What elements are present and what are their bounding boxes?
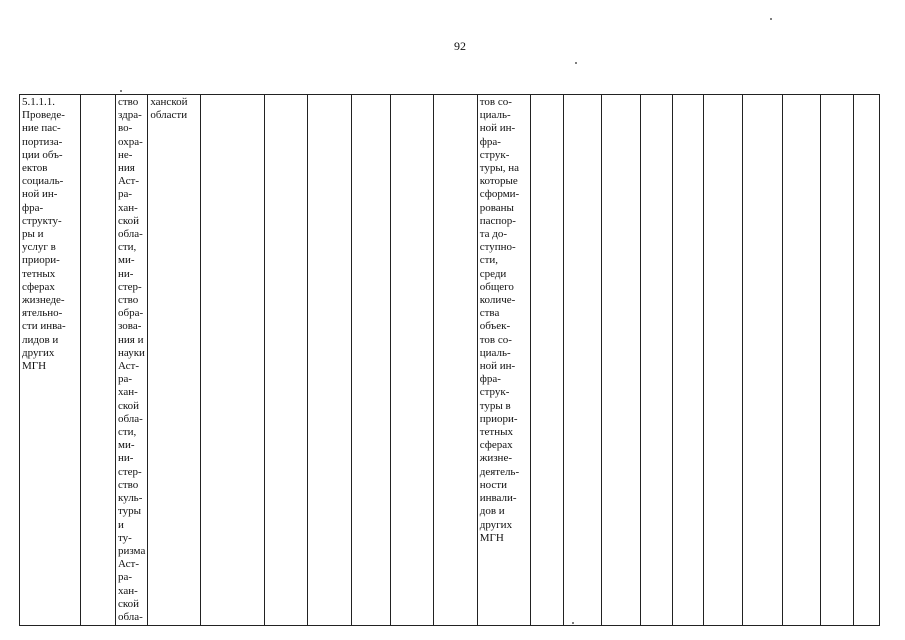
cell-empty — [821, 95, 853, 626]
indicator-text: тов со- циаль- ной ин- фра- струк- туры, на которые сформи- рованы паспор- та до- ступно- сти, среди общего количе- ства объек- тов со- циаль- ной ин- фра- струк- туры в приори- тетных сферах жизне- деятель- ности инвали- дов и других МГН — [479, 96, 520, 544]
scan-speck — [770, 18, 772, 20]
cell-empty — [264, 95, 307, 626]
scan-speck — [120, 90, 122, 92]
scan-speck — [575, 62, 577, 64]
table-row — [20, 95, 880, 626]
region-text: ханской области — [150, 96, 188, 122]
cell-empty — [601, 95, 640, 626]
cell-responsible — [115, 95, 147, 626]
cell-empty — [200, 95, 264, 626]
cell-empty — [782, 95, 820, 626]
cell-empty — [641, 95, 672, 626]
cell-empty — [672, 95, 703, 626]
page-number: 92 — [454, 39, 466, 53]
cell-empty — [743, 95, 782, 626]
cell-empty — [80, 95, 115, 626]
cell-empty — [390, 95, 433, 626]
scan-speck — [572, 622, 574, 624]
data-table — [19, 94, 880, 626]
activity-text: 5.1.1.1. Проведе- ние пас- портиза- ции объ- ектов социаль- ной ин- фра- структу- ры и услуг в приори- тетных сферах жизнеде- ятельно- сти инва- лидов и других МГН — [22, 96, 66, 373]
cell-region — [148, 95, 201, 626]
cell-empty — [531, 95, 563, 626]
cell-activity — [20, 95, 81, 626]
cell-empty — [704, 95, 743, 626]
cell-empty — [563, 95, 601, 626]
cell-empty — [352, 95, 390, 626]
cell-indicator — [477, 95, 531, 626]
responsible-text: ство здра- во- охра- не- ния Аст- ра- хан- ской обла- сти, ми- ни- стер- ство обра- зова- ния и науки Аст- ра- хан- ской обла- сти, ми- ни- стер- ство куль- туры и ту- ризма Аст- ра- хан- ской обла- — [117, 96, 146, 623]
cell-empty — [307, 95, 351, 626]
cell-empty — [434, 95, 477, 626]
cell-empty — [853, 95, 879, 626]
